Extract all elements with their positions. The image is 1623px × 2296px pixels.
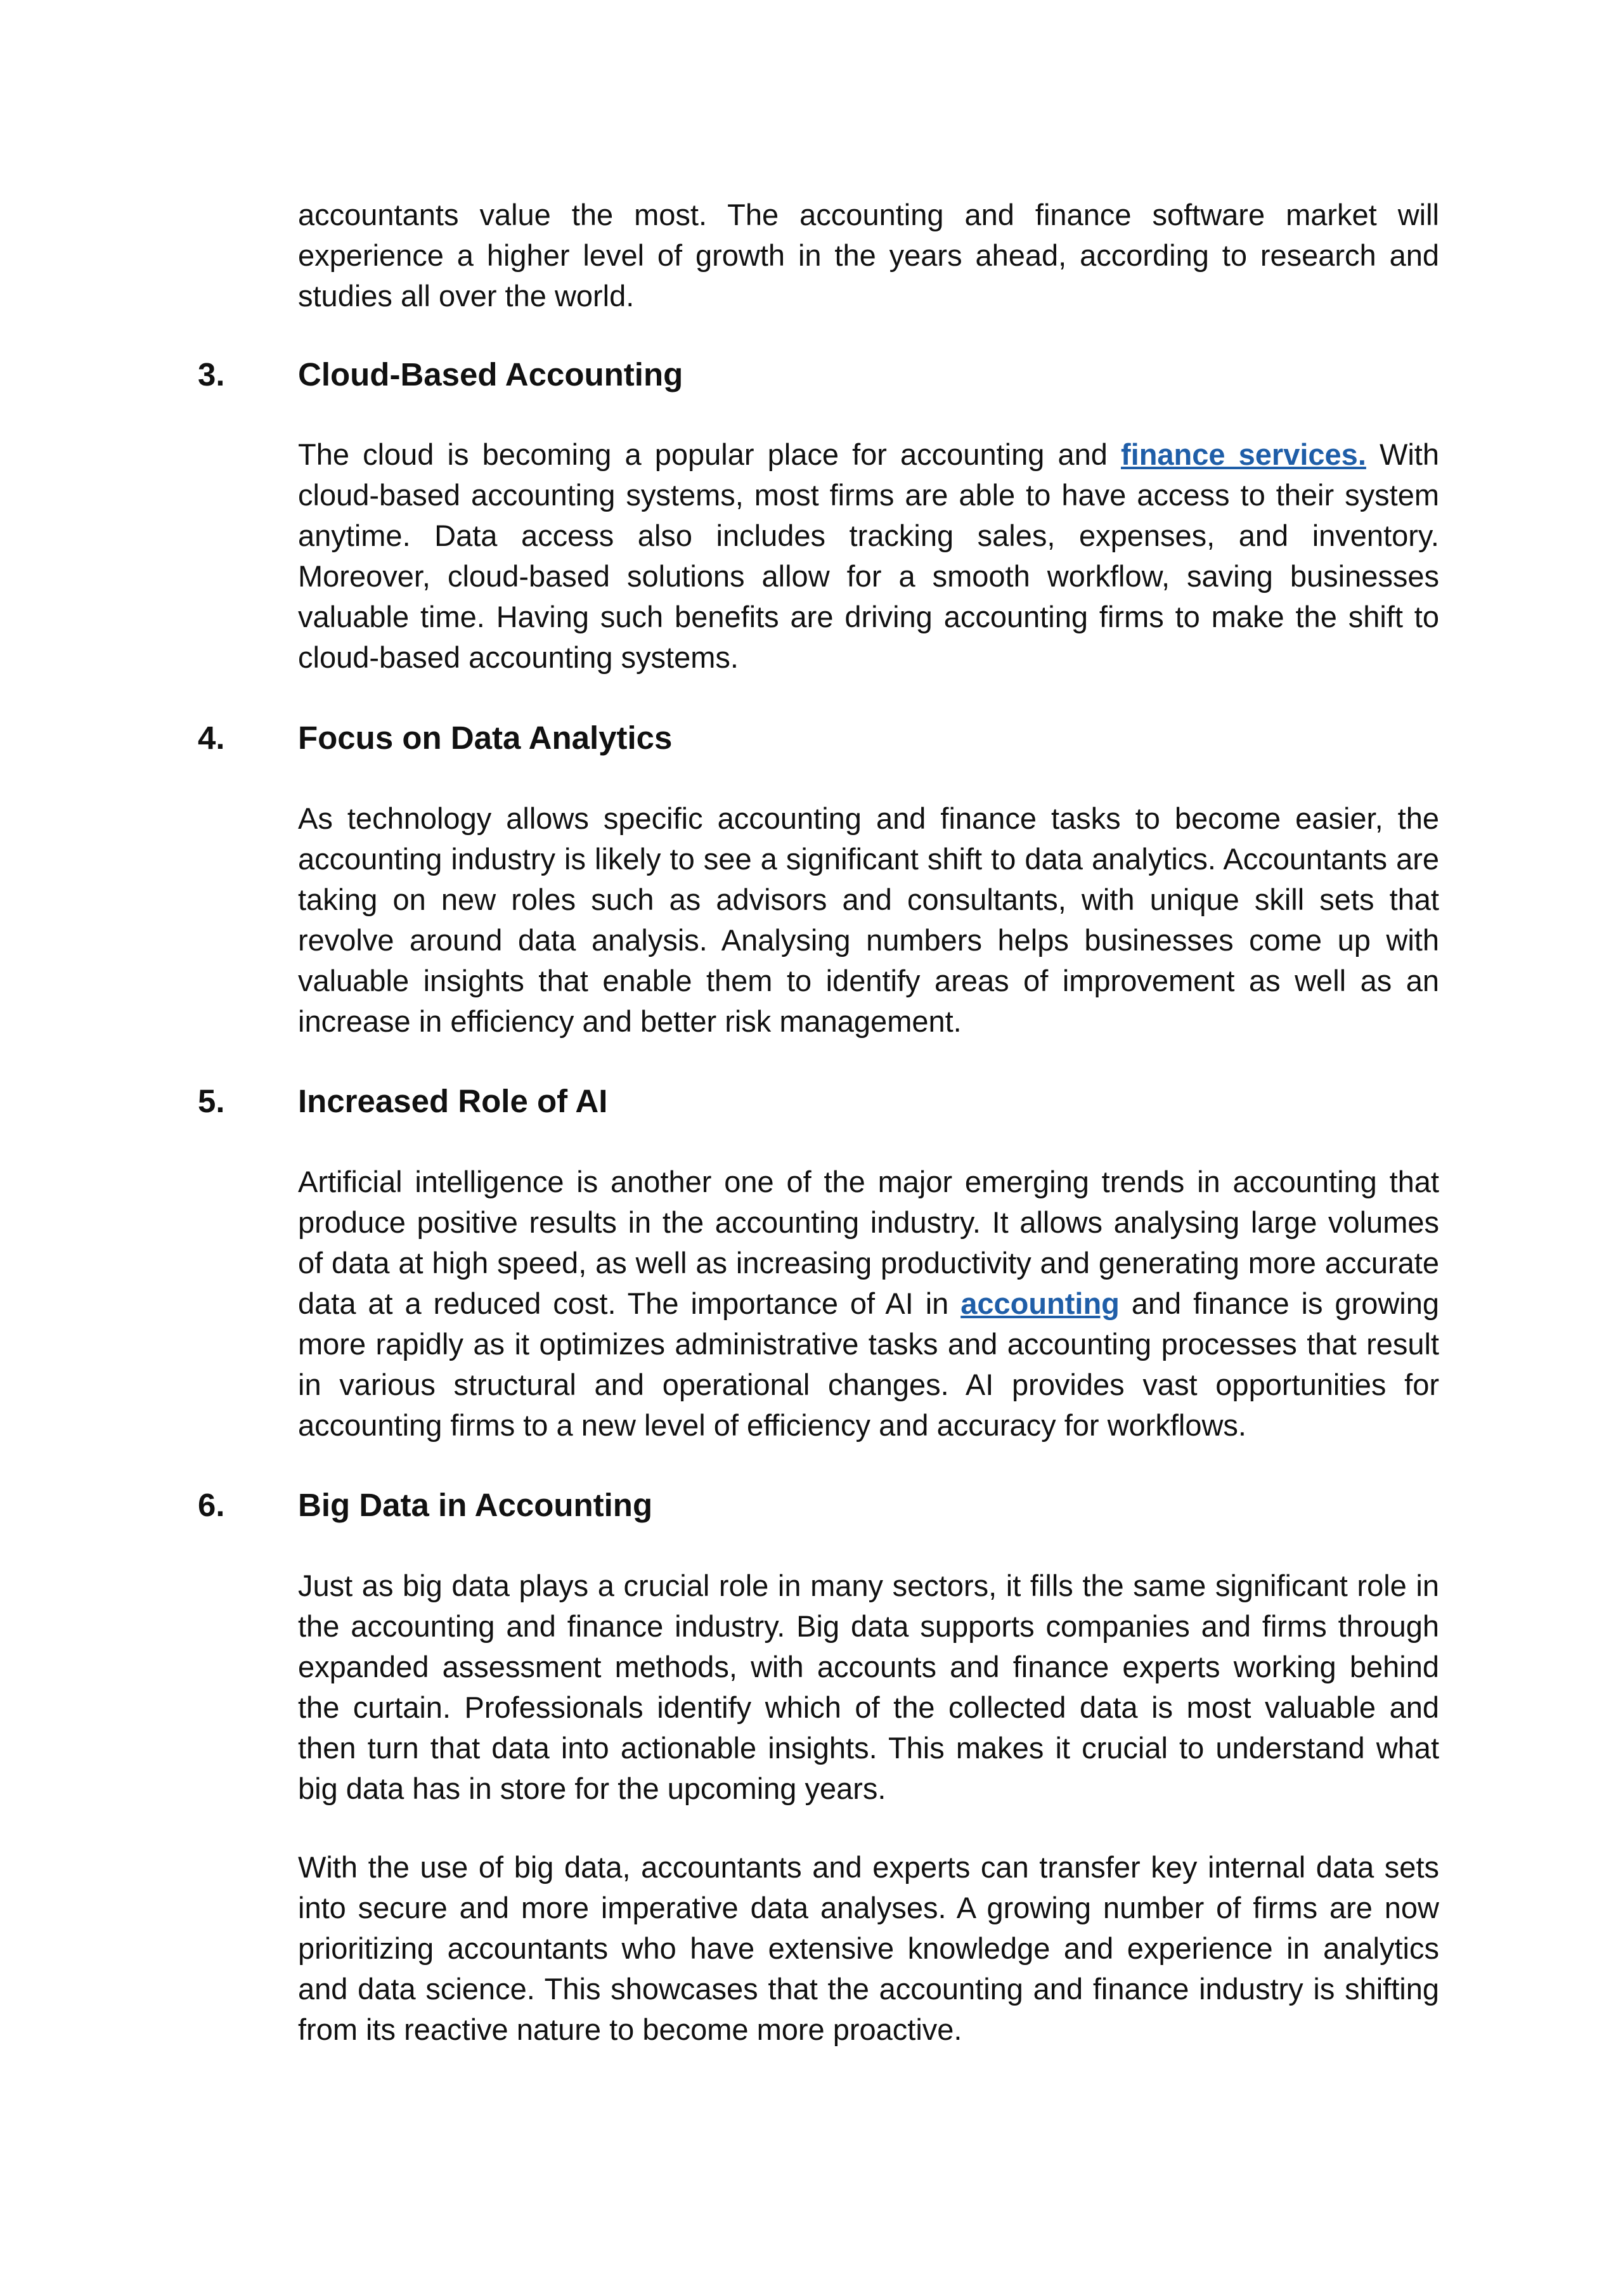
section-paragraph: [298, 1162, 1439, 1446]
section-title: Big Data in Accounting: [298, 1487, 653, 1523]
section-number: 5.: [198, 1083, 225, 1119]
section-heading-6: [0, 1483, 1623, 1527]
section-body-6: [298, 1566, 1439, 1809]
section-body-5: [298, 1162, 1439, 1446]
accounting-link[interactable]: accounting: [960, 1287, 1120, 1320]
paragraph-text: With cloud-based accounting systems, most firms are able to have access to their system anytime. Data access also includes tracking sales, expenses, and inventory. Moreover, cloud-based solutions allow for a smooth workflow, saving businesses valuable time. Having such benefits are driving accounting firms to make the shift to cloud-based accounting systems.: [298, 438, 1439, 674]
section-body-4: [298, 798, 1439, 1042]
section-paragraph: As technology allows specific accounting and finance tasks to become easier, the accounting industry is likely to see a significant shift to data analytics. Accountants are taking on new roles such as advisors and consultants, with unique skill sets that revolve around data analysis. Analysing numbers helps businesses come up with valuable insights that enable them to identify areas of improvement as well as an increase in efficiency and better risk management.: [298, 801, 1439, 1038]
section-number: 3.: [198, 356, 225, 392]
section-heading-3: [0, 353, 1623, 397]
finance-services-link[interactable]: finance services.: [1120, 438, 1366, 471]
section-heading-5: [0, 1079, 1623, 1124]
paragraph-text: Artificial intelligence is another one of the major emerging trends in accounting that produce positive results in the accounting industry. It allows analysing large volumes of data at high speed, as well as increasing productivity and generating more accurate data at a reduced cost. The importance of AI in: [298, 1165, 1439, 1320]
paragraph-text: and finance is growing more rapidly as it optimizes administrative tasks and accounting processes that result in various structural and operational changes. AI provides vast opportunities for accounting firms to a new level of efficiency and accuracy for workflows.: [298, 1287, 1439, 1442]
intro-section: [298, 195, 1439, 316]
section-number: 6.: [198, 1487, 225, 1523]
section-title: Increased Role of AI: [298, 1083, 608, 1119]
section-heading-4: [0, 716, 1623, 760]
section-paragraph: [298, 434, 1439, 678]
section-body-3: [298, 434, 1439, 678]
section-paragraph: With the use of big data, accountants and experts can transfer key internal data sets into secure and more imperative data analyses. A growing number of firms are now prioritizing accountants who have extensive knowledge and experience in analytics and data science. This showcases that the accounting and finance industry is shifting from its reactive nature to become more proactive.: [298, 1850, 1439, 2046]
section-body-6-continued: [298, 1847, 1439, 2050]
paragraph-text: The cloud is becoming a popular place for accounting and: [298, 438, 1121, 471]
section-paragraph: Just as big data plays a crucial role in many sectors, it fills the same significant role in the accounting and finance industry. Big data supports companies and firms through expanded assessment methods, with accounts and finance experts working behind the curtain. Professionals identify which of the collected data is most valuable and then turn that data into actionable insights. This makes it crucial to understand what big data has in store for the upcoming years.: [298, 1569, 1439, 1805]
intro-paragraph: accountants value the most. The accounting and finance software market will experience a higher level of growth in the years ahead, according to research and studies all over the world.: [298, 198, 1439, 313]
section-number: 4.: [198, 720, 225, 756]
section-title: Cloud-Based Accounting: [298, 356, 683, 392]
section-title: Focus on Data Analytics: [298, 720, 673, 756]
